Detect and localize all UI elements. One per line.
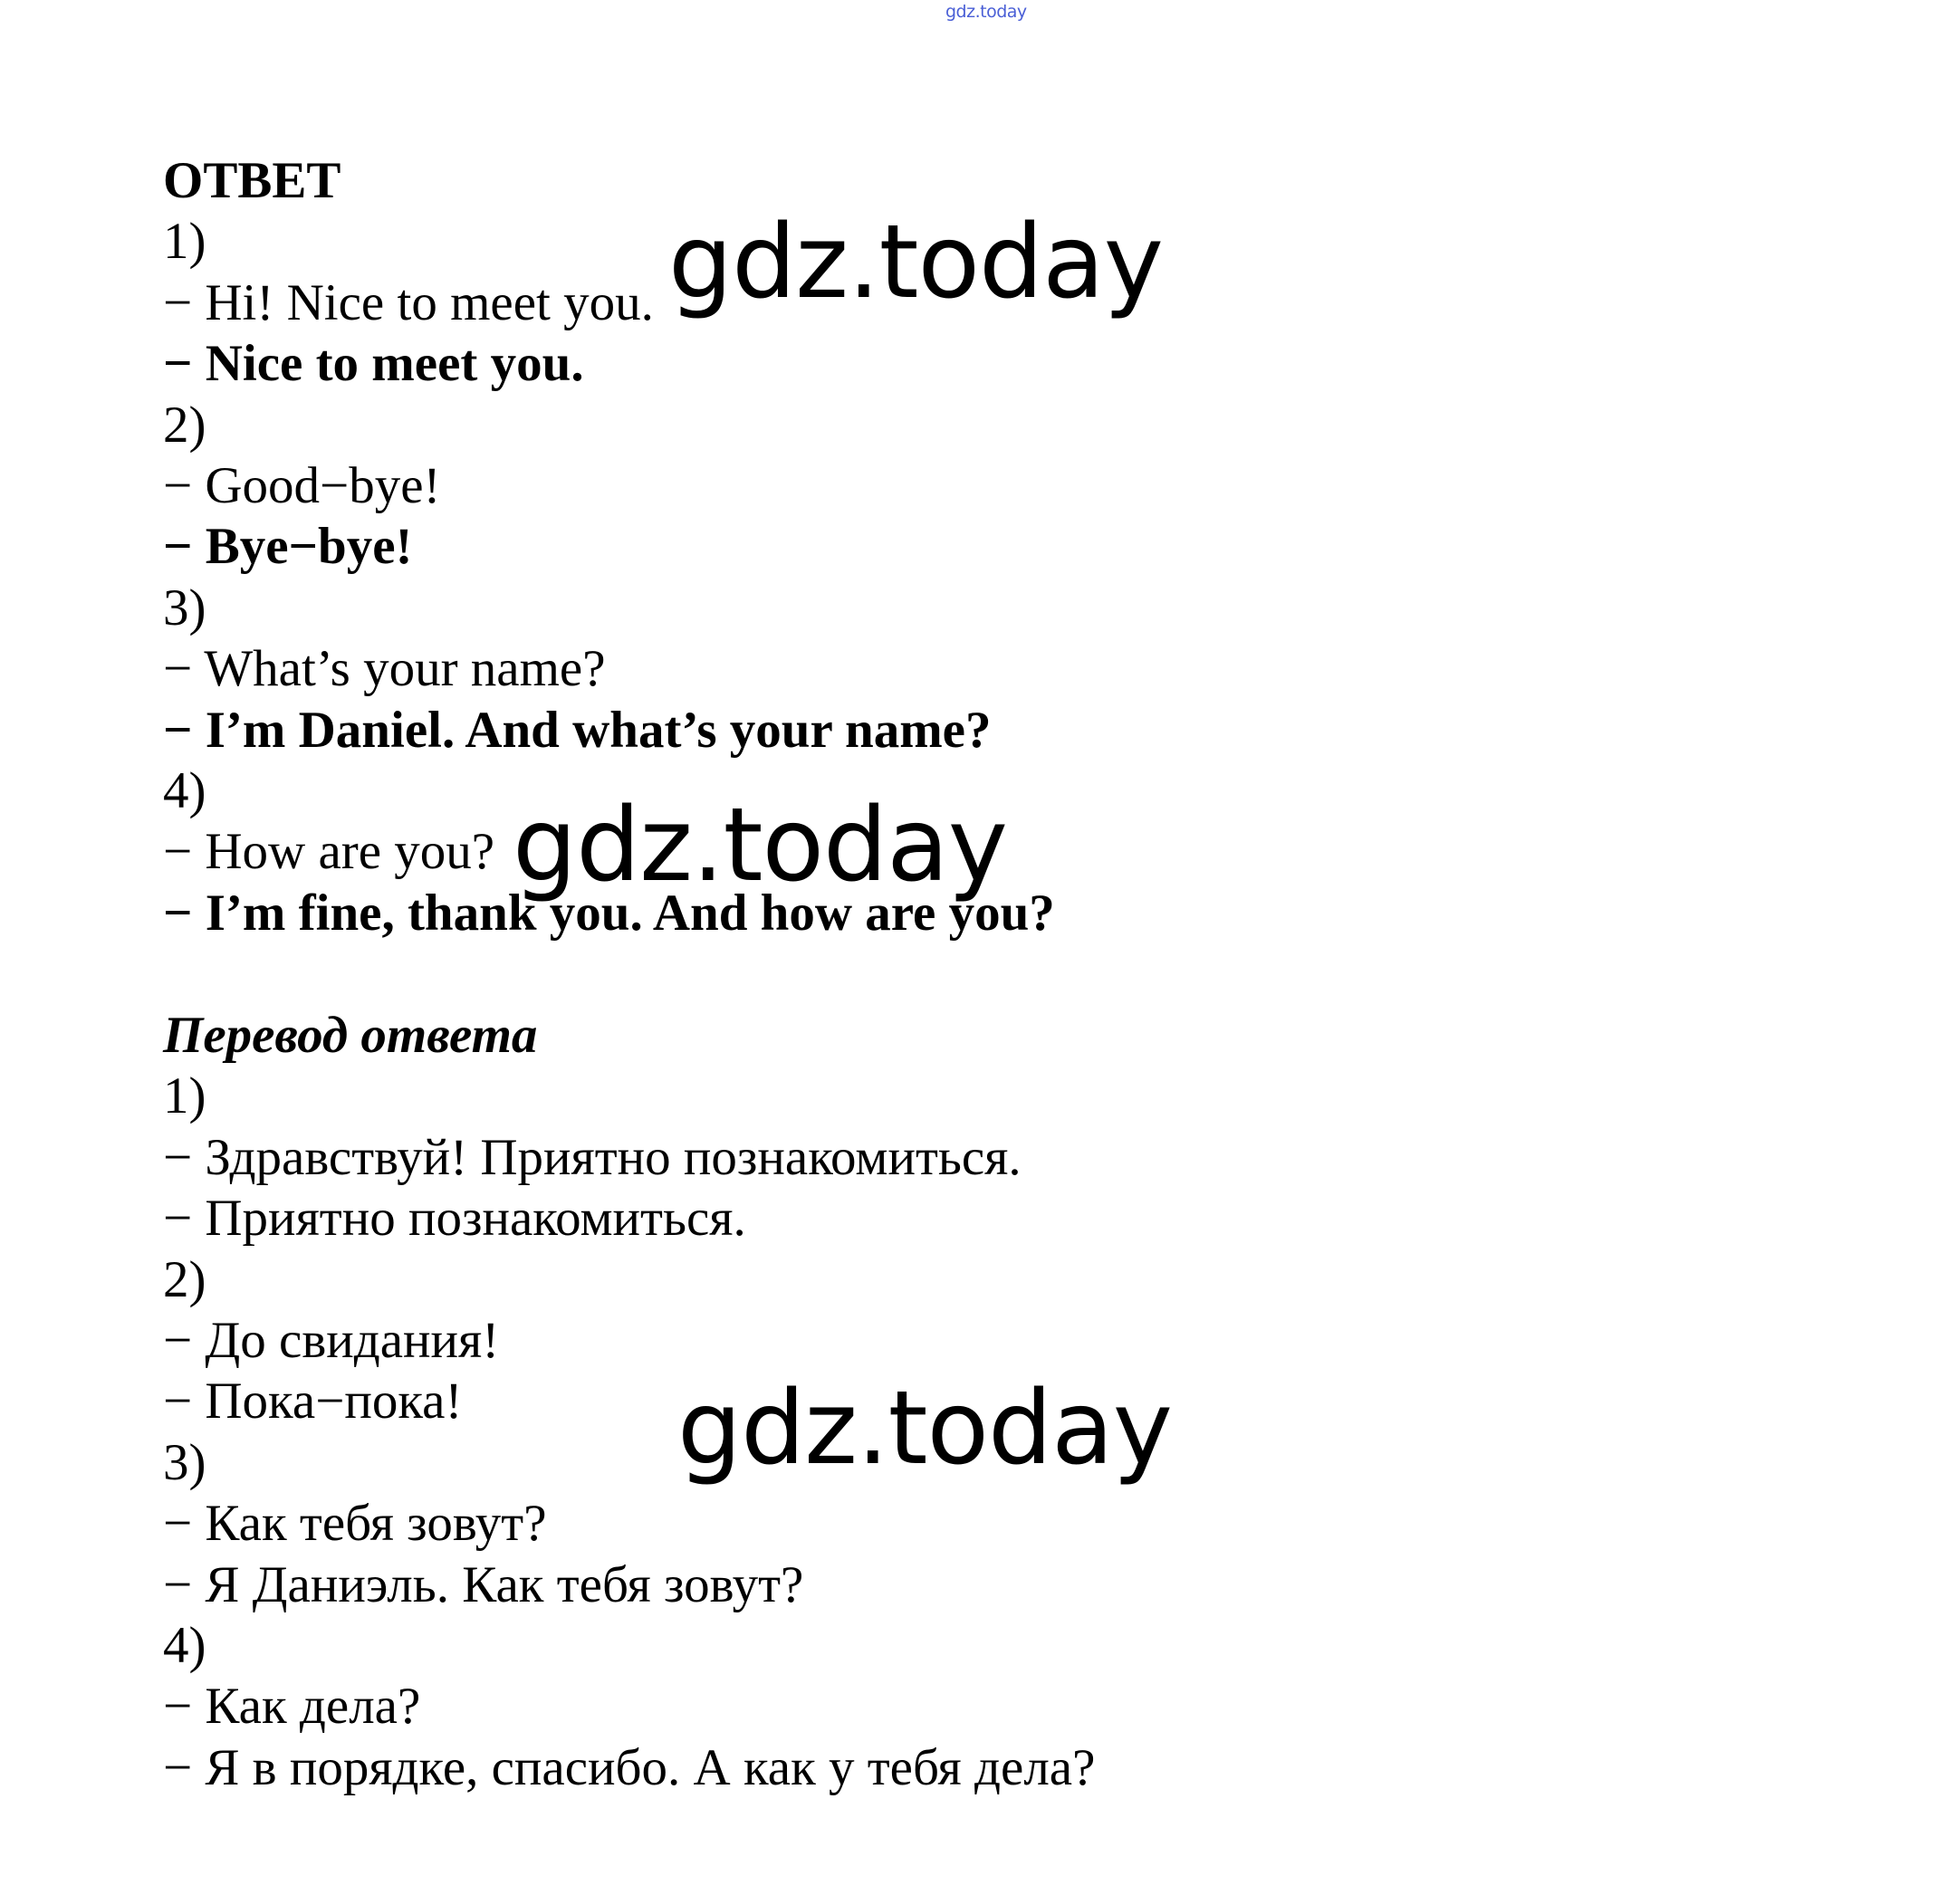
translation-dialog-1-line-1: − Здравствуй! Приятно познакомиться. [163,1128,1022,1186]
answer-dialog-1-line-1: − Hi! Nice to meet you. [163,273,654,331]
answer-heading: ОТВЕТ [163,152,341,209]
answer-dialog-3-line-2: − I’m Daniel. And what’s your name? [163,701,992,759]
answer-dialog-4-line-2: − I’m fine, thank you. And how are you? [163,884,1055,942]
document-body [163,150,1884,1798]
answer-dialog-2-line-2: − Bye−bye! [163,518,413,576]
answer-dialog-2-number: 2) [163,396,206,454]
translation-dialog-3-line-1: − Как тебя зовут? [163,1495,547,1553]
translation-dialog-4-line-1: − Как дела? [163,1678,421,1736]
section-spacer [163,943,1884,1005]
translation-dialog-2-line-2: − Пока−пока! [163,1373,463,1430]
answer-dialog-1-number: 1) [163,213,206,271]
translation-dialog-1-number: 1) [163,1067,206,1125]
translation-dialog-2-number: 2) [163,1250,206,1308]
translation-dialog-1-line-2: − Приятно познакомиться. [163,1190,746,1248]
translation-heading: Перевод ответа [163,1007,538,1065]
answer-dialog-3-number: 3) [163,579,206,636]
translation-dialog-4-line-2: − Я в порядке, спасибо. А как у тебя дела? [163,1738,1096,1796]
answer-dialog-2-line-1: − Good−bye! [163,456,441,514]
answer-dialog-3-line-1: − What’s your name? [163,640,606,698]
watermark-middle: gdz.today [513,787,1008,904]
top-watermark: gdz.today [945,2,1027,22]
answer-dialog-4-line-1: − How are you? [163,823,495,881]
watermark-lower: gdz.today [677,1370,1173,1488]
translation-dialog-3-line-2: − Я Даниэль. Как тебя зовут? [163,1555,804,1613]
answer-dialog-4-number: 4) [163,761,206,819]
watermark-upper: gdz.today [668,204,1164,321]
translation-dialog-3-number: 3) [163,1433,206,1491]
translation-dialog-4-number: 4) [163,1616,206,1674]
translation-dialog-2-line-1: − До свидания! [163,1312,500,1370]
answer-dialog-1-line-2: − Nice to meet you. [163,335,584,393]
